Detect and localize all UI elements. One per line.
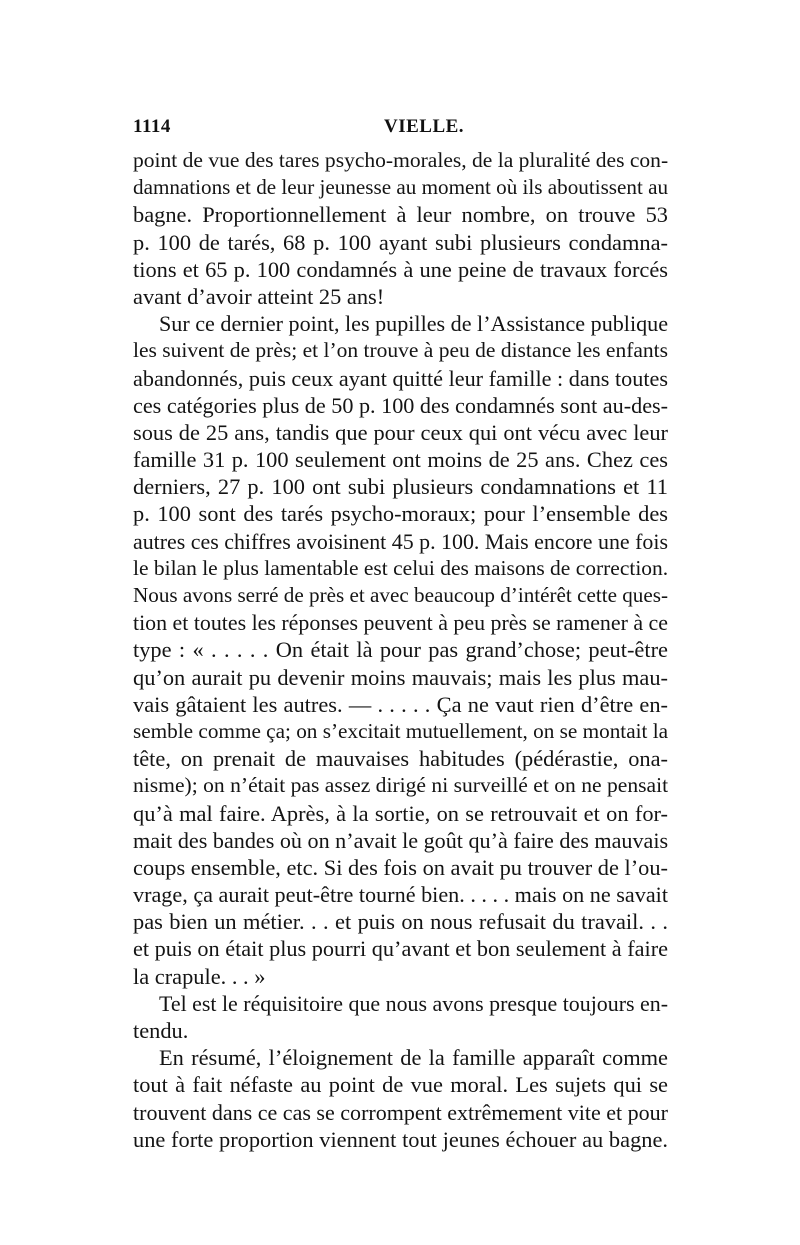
- text-line: pas bien un métier. . . et puis on nous refusait du travail. . .: [133, 909, 668, 935]
- text-line: famille 31 p. 100 seulement ont moins de 25 ans. Chez ces: [133, 447, 668, 473]
- text-line: ces catégories plus de 50 p. 100 des condamnés sont au-des-: [133, 392, 669, 418]
- text-line: sous de 25 ans, tandis que pour ceux qui ont vécu avec leur: [133, 419, 668, 445]
- text-line: mait des bandes où on n’avait le goût qu’à faire des mauvais: [133, 827, 669, 853]
- text-line: p. 100 de tarés, 68 p. 100 ayant subi plusieurs condamna-: [133, 229, 668, 255]
- text-line: tions et 65 p. 100 condamnés à une peine de travaux forcés: [133, 256, 668, 282]
- text-line: trouvent dans ce cas se corrompent extrêmement vite et pour: [133, 1099, 668, 1125]
- running-head: [133, 116, 668, 142]
- text-line: qu’on aurait pu devenir moins mauvais; mais les plus mau-: [133, 664, 668, 690]
- text-line: vais gâtaient les autres. — . . . . . Ça ne vaut rien d’être en-: [133, 691, 668, 717]
- text-line: derniers, 27 p. 100 ont subi plusieurs condamnations et 11: [133, 474, 668, 500]
- text-line: tête, on prenait de mauvaises habitudes (pédérastie, ona-: [133, 746, 668, 772]
- text-line: tout à fait néfaste au point de vue moral. Les sujets qui se: [133, 1072, 668, 1098]
- text-line: bagne. Proportionnellement à leur nombre, on trouve 53: [133, 202, 668, 228]
- text-line: nisme); on n’était pas assez dirigé ni surveillé et on ne pensait: [133, 773, 669, 798]
- text-line: tion et toutes les réponses peuvent à peu près se ramener à ce: [133, 610, 668, 636]
- text-line: et puis on était plus pourri qu’avant et bon seulement à faire: [133, 936, 668, 962]
- text-line: avant d’avoir atteint 25 ans!: [133, 283, 385, 309]
- text-line: vrage, ça aurait peut-être tourné bien. . . . . mais on ne savait: [133, 882, 668, 908]
- text-line: semble comme ça; on s’excitait mutuellement, on se montait la: [133, 718, 669, 743]
- text-line: p. 100 sont des tarés psycho-moraux; pour l’ensemble des: [133, 501, 668, 527]
- text-line: les suivent de près; et l’on trouve à peu de distance les enfants: [133, 338, 668, 363]
- text-line: qu’à mal faire. Après, à la sortie, on se retrouvait et on for-: [133, 800, 668, 826]
- text-line: la crapule. . . »: [133, 963, 266, 989]
- text-line: tendu.: [133, 1018, 189, 1043]
- text-line: damnations et de leur jeunesse au moment où ils aboutissent au: [133, 175, 669, 200]
- text-line: Tel est le réquisitoire que nous avons presque toujours en-: [159, 990, 668, 1016]
- text-line: Sur ce dernier point, les pupilles de l’Assistance publique: [159, 311, 669, 337]
- text-line: une forte proportion viennent tout jeunes échouer au bagne.: [133, 1126, 668, 1152]
- text-line: point de vue des tares psycho-morales, de la pluralité des con-: [133, 148, 669, 172]
- text-line: Nous avons serré de près et avec beaucoup d’intérêt cette ques-: [133, 583, 668, 607]
- text-line: type : « . . . . . On était là pour pas grand’chose; peut-être: [133, 637, 668, 663]
- running-title: VIELLE.: [384, 116, 465, 137]
- text-line: autres ces chiffres avoisinent 45 p. 100. Mais encore une fois: [133, 528, 668, 554]
- page-number: 1114: [133, 116, 171, 137]
- text-line: coups ensemble, etc. Si des fois on avait pu trouver de l’ou-: [133, 854, 669, 880]
- text-line: le bilan le plus lamentable est celui des maisons de correction.: [133, 555, 669, 580]
- text-line: abandonnés, puis ceux ayant quitté leur famille : dans toutes: [133, 365, 668, 391]
- text-line: En résumé, l’éloignement de la famille apparaît comme: [159, 1045, 668, 1071]
- body-text: [133, 147, 668, 1153]
